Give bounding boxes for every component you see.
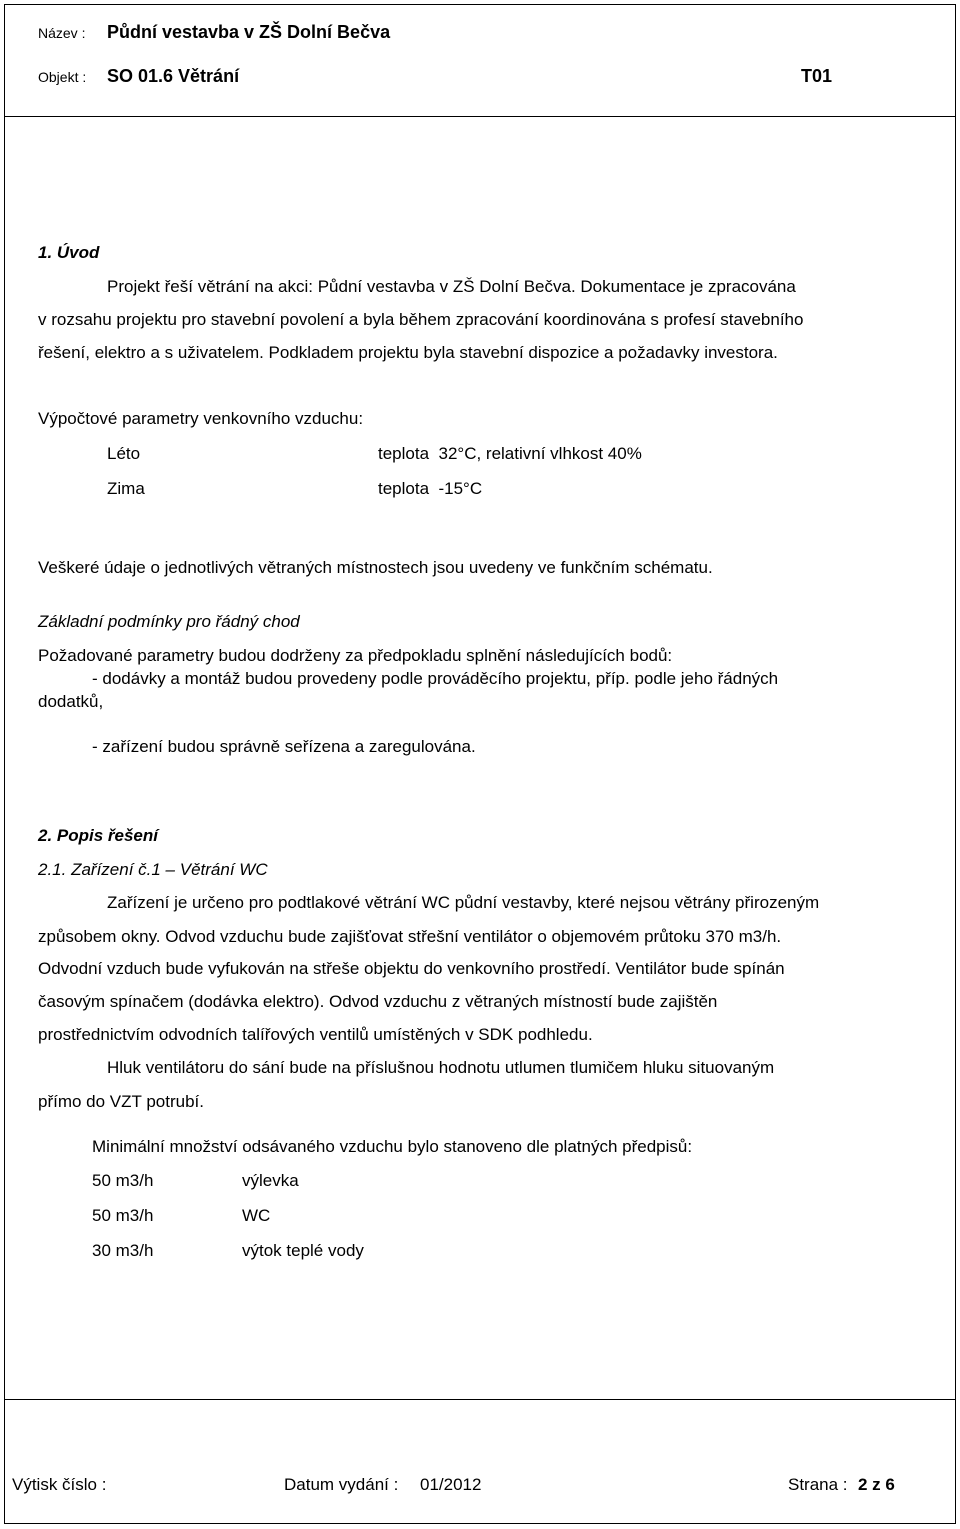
section-heading-intro: 1. Úvod bbox=[38, 243, 100, 262]
noise-line-2: přímo do VZT potrubí. bbox=[38, 1092, 204, 1111]
object-label: Objekt : bbox=[38, 69, 87, 85]
intro-line-1: Projekt řeší větrání na akci: Půdní vestavba v ZŠ Dolní Bečva. Dokumentace je zpracována bbox=[107, 277, 796, 296]
condition-1-continued: dodatků, bbox=[38, 692, 104, 711]
params-title: Výpočtové parametry venkovního vzduchu: bbox=[38, 409, 364, 428]
page-number: 2 z 6 bbox=[858, 1475, 895, 1494]
condition-2: - zařízení budou správně seřízena a zaregulována. bbox=[92, 737, 476, 756]
param-season-winter: Zima bbox=[107, 479, 145, 498]
conditions-title: Základní podmínky pro řádný chod bbox=[38, 612, 300, 631]
param-season-summer: Léto bbox=[107, 444, 141, 463]
noise-line-1: Hluk ventilátoru do sání bude na příslušnou hodnotu utlumen tlumičem hluku situovaným bbox=[107, 1058, 775, 1077]
issue-date-label: Datum vydání : bbox=[284, 1475, 399, 1494]
object-name: SO 01.6 Větrání bbox=[107, 66, 240, 86]
rate-amount: 30 m3/h bbox=[92, 1241, 154, 1260]
solution-line-2: způsobem okny. Odvod vzduchu bude zajišťovat střešní ventilátor o objemovém průtoku 370 m3/h. bbox=[38, 927, 782, 946]
param-value-winter: teplota -15°C bbox=[378, 479, 483, 498]
condition-1: - dodávky a montáž budou provedeny podle prováděcího projektu, příp. podle jeho řádných bbox=[92, 669, 779, 688]
rate-item: výlevka bbox=[242, 1171, 299, 1190]
conditions-intro: Požadované parametry budou dodrženy za předpokladu splnění následujících bodů: bbox=[38, 646, 673, 665]
subsection-heading: 2.1. Zařízení č.1 – Větrání WC bbox=[38, 860, 268, 879]
issue-date-value: 01/2012 bbox=[420, 1475, 482, 1494]
rate-item: výtok teplé vody bbox=[242, 1241, 364, 1260]
intro-line-3: řešení, elektro a s uživatelem. Podkladem projektu byla stavební dispozice a požadavky investora. bbox=[38, 343, 778, 362]
rate-item: WC bbox=[242, 1206, 271, 1225]
rate-amount: 50 m3/h bbox=[92, 1206, 154, 1225]
page-label: Strana : bbox=[788, 1475, 848, 1494]
page-frame bbox=[4, 4, 956, 1524]
header-divider bbox=[4, 116, 956, 117]
solution-line-1: Zařízení je určeno pro podtlakové větrání WC půdní vestavby, které nejsou větrány přirozeným bbox=[107, 893, 820, 912]
project-name: Půdní vestavba v ZŠ Dolní Bečva bbox=[107, 22, 391, 42]
solution-line-4: časovým spínačem (dodávka elektro). Odvod vzduchu z větraných místností bude zajištěn bbox=[38, 992, 718, 1011]
rate-amount: 50 m3/h bbox=[92, 1171, 154, 1190]
copy-number-label: Výtisk číslo : bbox=[12, 1475, 107, 1494]
document-code: T01 bbox=[801, 66, 833, 86]
name-label: Název : bbox=[38, 25, 86, 41]
footer-divider bbox=[4, 1399, 956, 1400]
intro-line-2: v rozsahu projektu pro stavební povolení a byla během zpracování koordinována s profesí stavebního bbox=[38, 310, 804, 329]
min-air-title: Minimální množství odsávaného vzduchu bylo stanoveno dle platných předpisů: bbox=[92, 1137, 693, 1156]
section-heading-solution: 2. Popis řešení bbox=[38, 826, 158, 845]
param-value-summer: teplota 32°C, relativní vlhkost 40% bbox=[378, 444, 642, 463]
solution-line-3: Odvodní vzduch bude vyfukován na střeše objektu do venkovního prostředí. Ventilátor bude spínán bbox=[38, 959, 785, 978]
schema-note: Veškeré údaje o jednotlivých větraných místnostech jsou uvedeny ve funkčním schématu. bbox=[38, 558, 713, 577]
solution-line-5: prostřednictvím odvodních talířových ventilů umístěných v SDK podhledu. bbox=[38, 1025, 593, 1044]
